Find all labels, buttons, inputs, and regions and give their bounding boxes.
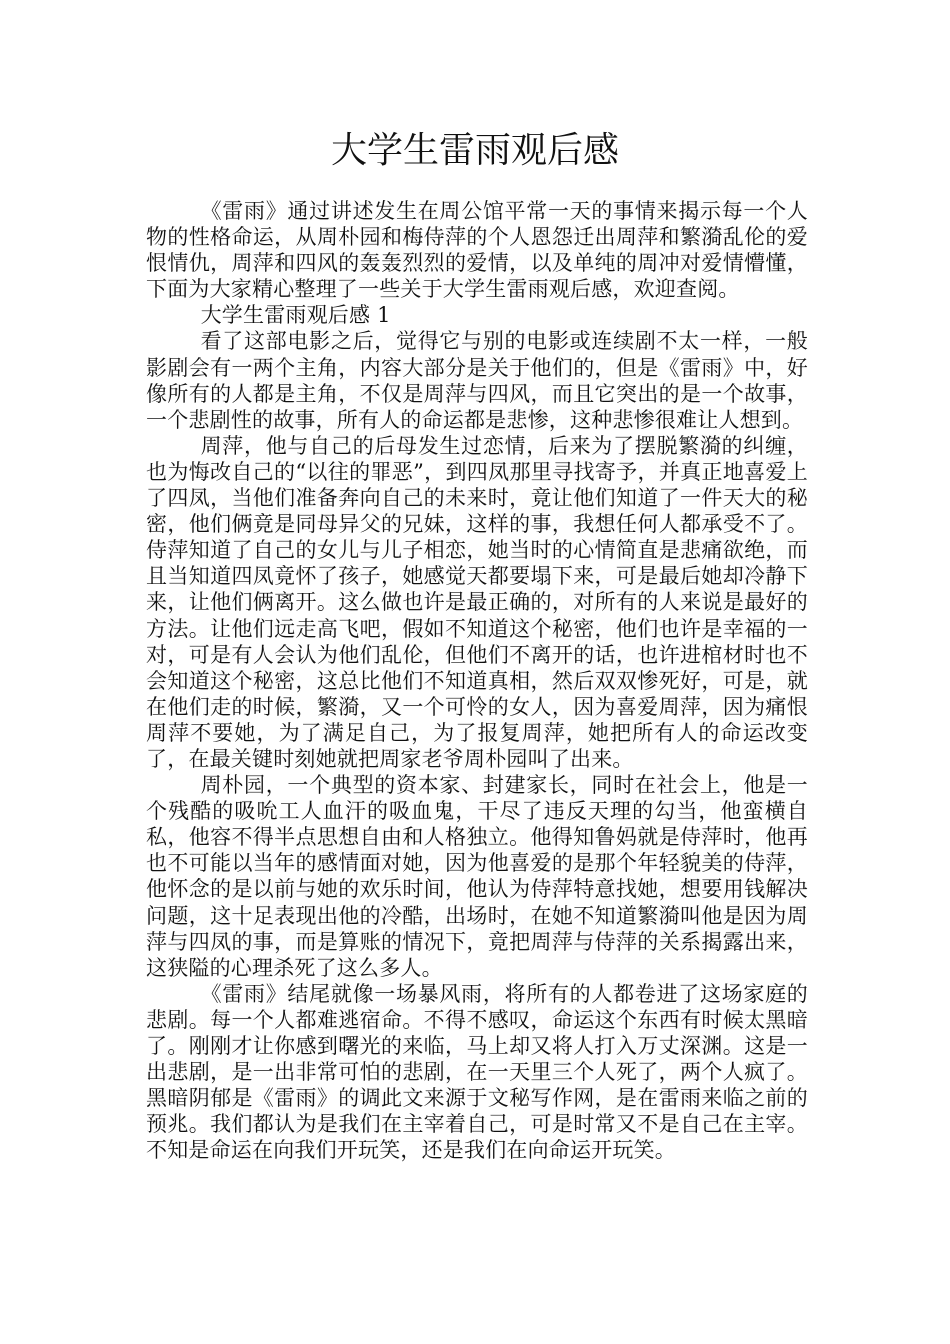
body-paragraph: 周萍，他与自己的后母发生过恋情，后来为了摆脱繁漪的纠缠，也为悔改自己的“以往的罪恶”，到四凤那里寻找寄予，并真正地喜爱上了四凤，当他们准备奔向自己的未来时，竟让他们知道了一件天大的秘密，他们俩竟是同母异父的兄妹，这样的事，我想任何人都承受不了。侍萍知道了自己的女儿与儿子相恋，她当时的心情简直是悲痛欲绝，而且当知道四凤竟怀了孩子，她感觉天都要塌下来，可是最后她却冷静下来，让他们俩离开。这么做也许是最正确的，对所有的人来说是最好的方法。让他们远走高飞吧，假如不知道这个秘密，他们也许是幸福的一对，可是有人会认为他们乱伦，但他们不离开的话，也许进棺材时也不会知道这个秘密，这总比他们不知道真相，然后双双惨死好，可是，就在他们走的时候，繁漪，又一个可怜的女人，因为喜爱周萍，因为痛恨周萍不要她，为了满足自己，为了报复周萍，她把所有人的命运改变了，在最关键时刻她就把周家老爷周朴园叫了出来。 — [146, 433, 808, 771]
body-paragraph: 《雷雨》结尾就像一场暴风雨，将所有的人都卷进了这场家庭的悲剧。每一个人都难逃宿命。不得不感叹，命运这个东西有时候太黑暗了。刚刚才让你感到曙光的来临，马上却又将人打入万丈深渊。这是一出悲剧，是一出非常可怕的悲剧，在一天里三个人死了，两个人疯了。黑暗阴郁是《雷雨》的调此文来源于文秘写作网，是在雷雨来临之前的预兆。我们都认为是我们在主宰着自己，可是时常又不是自己在主宰。不知是命运在向我们开玩笑，还是我们在向命运开玩笑。 — [146, 981, 808, 1163]
article-body — [146, 198, 808, 1163]
body-paragraph: 看了这部电影之后，觉得它与别的电影或连续剧不太一样，一般影剧会有一两个主角，内容大部分是关于他们的，但是《雷雨》中，好像所有的人都是主角，不仅是周萍与四风，而且它突出的是一个故事，一个悲剧性的故事，所有人的命运都是悲惨，这种悲惨很难让人想到。 — [146, 329, 808, 432]
section-heading: 大学生雷雨观后感 1 — [200, 303, 391, 328]
page-title: 大学生雷雨观后感 — [330, 130, 619, 171]
intro-paragraph: 《雷雨》通过讲述发生在周公馆平常一天的事情来揭示每一个人物的性格命运，从周朴园和梅侍萍的个人恩怨迁出周萍和繁漪乱伦的爱恨情仇，周萍和四风的轰轰烈烈的爱情，以及单纯的周冲对爱情懵懂，下面为大家精心整理了一些关于大学生雷雨观后感，欢迎查阅。 — [146, 199, 808, 302]
body-paragraph: 周朴园，一个典型的资本家、封建家长，同时在社会上，他是一个残酷的吸吮工人血汗的吸血鬼，干尽了违反天理的勾当，他蛮横自私，他容不得半点思想自由和人格独立。他得知鲁妈就是侍萍时，他再也不可能以当年的感情面对她，因为他喜爱的是那个年轻貌美的侍萍，他怀念的是以前与她的欢乐时间，他认为侍萍特意找她，想要用钱解决问题，这十足表现出他的冷酷，出场时，在她不知道繁漪叫他是因为周萍与四凤的事，而是算账的情况下，竟把周萍与侍萍的关系揭露出来，这狭隘的心理杀死了这么多人。 — [146, 773, 808, 980]
